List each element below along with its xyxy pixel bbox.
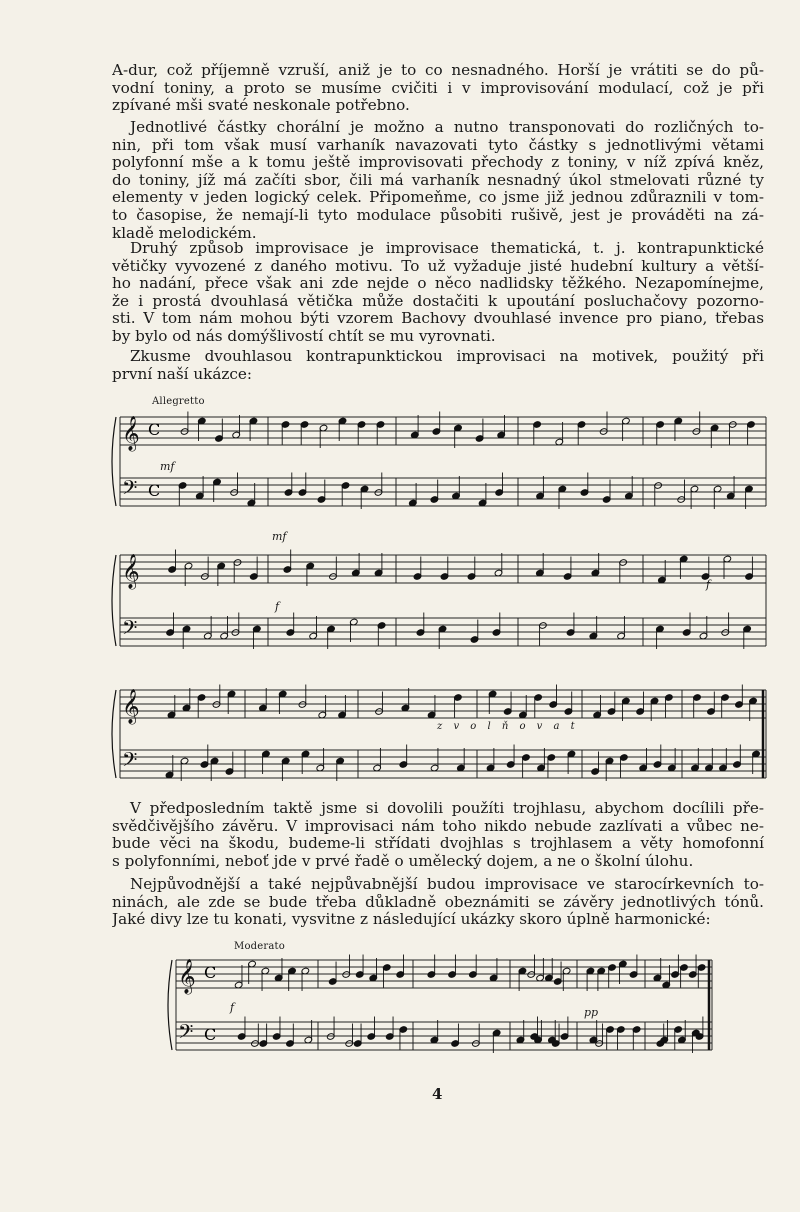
- brace: [112, 555, 116, 646]
- tempo-annotation: z v o l ň o v a t: [437, 721, 579, 732]
- text-line: bude věci na škodu, budeme-li střídati dvojhlas s trojhlasem a věty homofonní: [112, 835, 764, 853]
- text-line: Jednotlivé částky chorální je možno a nutno transponovati do rozličných to-: [130, 119, 764, 136]
- text-line: že i prostá dvouhlasá větička může dostačiti k upoutání posluchačovy pozorno-: [112, 292, 764, 310]
- time-signature: C: [148, 481, 161, 500]
- dynamic-marking: pp: [584, 1006, 599, 1019]
- text-line: Zkusme dvouhlasou kontrapunktickou improvisaci na motivek, použitý při: [130, 348, 764, 365]
- text-line: první naší ukázce:: [112, 365, 252, 383]
- clef-symbol: 𝄞: [122, 554, 140, 589]
- clef-symbol: 𝄢: [122, 476, 138, 504]
- tempo-marking: Allegretto: [152, 396, 205, 407]
- dynamic-marking: mf: [160, 460, 175, 473]
- clef-symbol: 𝄞: [122, 689, 140, 724]
- text-line: V předposledním taktě jsme si dovolili použíti trojhlasu, abychom docílili pře-: [130, 800, 764, 817]
- time-signature: C: [148, 420, 161, 439]
- text-line: svědčivějšího závěru. V improvisaci nám toho nikdo nebude zazlívati a vůbec ne-: [112, 817, 764, 835]
- time-signature: C: [204, 1025, 217, 1044]
- text-line: nin, při tom však musí varhaník navazovati tyto částky s jednotlivými větami: [112, 136, 764, 154]
- text-line: Nejpůvodnější a také nejpůvabnější budou improvisace ve starocírkevních to-: [130, 876, 764, 893]
- text-line: ninách, ale zde se bude třeba důkladně obeznámiti se závěry jednotlivých tónů.: [112, 893, 764, 911]
- dynamic-marking: f: [230, 1001, 235, 1014]
- clef-symbol: 𝄞: [122, 416, 140, 451]
- text-line: kladě melodickém.: [112, 224, 257, 242]
- clef-symbol: 𝄞: [178, 959, 196, 994]
- text-line: do toniny, jíž má začíti sbor, čili má varhaník nesnadný úkol stmelovati různé ty: [112, 171, 764, 189]
- clef-symbol: 𝄢: [178, 1020, 194, 1048]
- dynamic-marking: mf: [272, 530, 287, 543]
- dynamic-marking: f: [275, 600, 280, 613]
- text-line: Druhý způsob improvisace je improvisace thematická, t. j. kontrapunktické: [130, 240, 764, 257]
- clef-symbol: 𝄢: [122, 748, 138, 776]
- text-line: polyfonní mše a k tomu ještě improvisovati přechody z toniny, v níž zpívá kněz,: [112, 154, 764, 172]
- dynamic-marking: f: [706, 578, 711, 591]
- text-line: to časopise, že nemají-li tyto modulace působiti rušivě, jest je prováděti na zá-: [112, 206, 764, 224]
- text-line: sti. V tom nám mohou býti vzorem Bachovy dvouhlasé invence pro piano, třebas: [112, 310, 764, 328]
- brace: [112, 417, 116, 506]
- brace: [168, 960, 172, 1050]
- tempo-marking: Moderato: [234, 941, 285, 952]
- clef-symbol: 𝄢: [122, 616, 138, 644]
- text-line: větičky vyvozené z daného motivu. To už vyžaduje jisté hudební kultury a větší-: [112, 257, 764, 275]
- text-line: vodní toniny, a proto se musíme cvičiti i v improvisování modulací, což je při: [112, 79, 764, 97]
- text-line: ho nadání, přece však ani zde nejde o něco nadlidsky těžkého. Nezapomínejme,: [112, 275, 764, 293]
- time-signature: C: [204, 963, 217, 982]
- page-number: 4: [432, 1085, 443, 1103]
- text-line: s polyfonními, neboť jde v prvé řadě o umělecký dojem, a ne o školní úlohu.: [112, 852, 694, 870]
- text-line: Jaké divy lze tu konati, vysvitne z následující ukázky skoro úplně harmonické:: [112, 911, 711, 929]
- text-line: elementy v jeden logický celek. Připomeňme, co jsme již jednou zdůraznili v tom-: [112, 189, 764, 207]
- brace: [112, 690, 116, 778]
- text-line: by bylo od nás domýšlivostí chtít se mu vyrovnati.: [112, 327, 496, 345]
- text-line: zpívané mši svaté neskonale potřebno.: [112, 97, 410, 115]
- text-line: A-dur, což příjemně vzruší, aniž je to co nesnadného. Horší je vrátiti se do pů-: [112, 62, 764, 79]
